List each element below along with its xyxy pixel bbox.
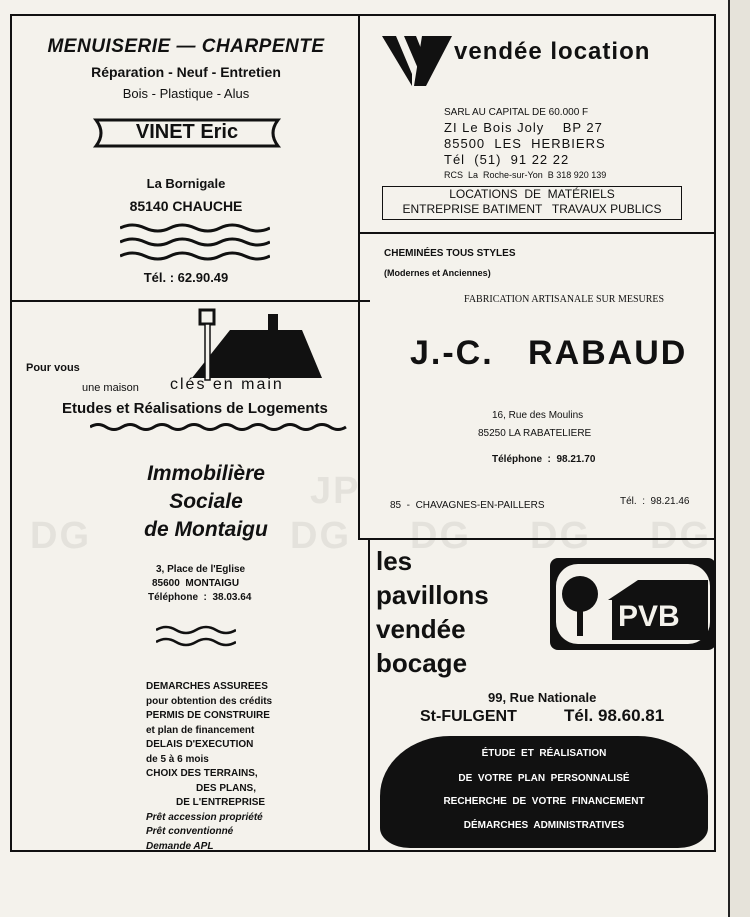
vl-city: 85500 LES HERBIERS [444, 136, 606, 151]
ad-pvb [368, 538, 716, 852]
immo-name-3: de Montaigu [144, 518, 268, 541]
pvb-logo-inner [556, 564, 710, 644]
rabaud-name: J.-C. RABAUD [410, 334, 688, 372]
pvb-line-1: les [376, 546, 413, 576]
vinet-name-banner [92, 116, 282, 150]
pvb-banner-1: ÉTUDE ET RÉALISATION [481, 748, 607, 759]
rabaud-title: CHEMINÉES TOUS STYLES [384, 248, 516, 259]
vl-services-line1: LOCATIONS DE MATÉRIELS [449, 187, 615, 201]
ad-vendee-location [358, 14, 716, 234]
vinet-services: Réparation - Neuf - Entretien [91, 64, 281, 80]
vl-zone: ZI Le Bois Joly BP 27 [444, 120, 603, 135]
ad-vinet [10, 14, 360, 302]
vl-phone: Tél (51) 91 22 22 [444, 152, 570, 167]
pvb-line-3: vendée [376, 614, 466, 644]
rabaud-subtitle: (Modernes et Anciennes) [384, 268, 491, 278]
watermark-dg-2: DG [410, 515, 471, 557]
immo-line: une maison [82, 382, 139, 394]
watermark-dg-5: DG [290, 515, 351, 557]
rabaud-branch: 85 - CHAVAGNES-EN-PAILLERS [390, 500, 545, 511]
immo-city: 85600 MONTAIGU [152, 578, 240, 589]
vinet-name: VINET Eric [135, 121, 239, 143]
vl-brand: vendée location [454, 38, 651, 65]
pvb-banner-4: DÉMARCHES ADMINISTRATIVES [463, 820, 625, 831]
rabaud-craft: FABRICATION ARTISANALE SUR MESURES [464, 294, 665, 305]
immo-keys: clés en main [170, 376, 284, 393]
immo-service-10: Prêt accession propriété [146, 811, 263, 823]
ad-immobiliere [10, 300, 370, 852]
immo-studies: Etudes et Réalisations de Logements [62, 400, 328, 417]
vinet-place: La Bornigale [146, 176, 226, 191]
pvb-logo [550, 558, 716, 650]
vinet-city: 85140 CHAUCHE [129, 198, 243, 214]
immo-service-9: DE L'ENTREPRISE [176, 797, 266, 808]
watermark-dg-4: DG [650, 515, 711, 557]
immo-name-2: Sociale [169, 490, 243, 513]
house-keys-icon [172, 308, 322, 386]
pvb-phone: Tél. 98.60.81 [564, 706, 665, 725]
immo-service-1: DEMARCHES ASSUREES [146, 681, 268, 692]
pvb-street: 99, Rue Nationale [488, 690, 597, 705]
immo-service-4: et plan de financement [146, 724, 255, 736]
vl-rcs: RCS La Roche-sur-Yon B 318 920 139 [444, 170, 607, 180]
pvb-services-banner [380, 736, 708, 848]
vl-services-line2: ENTREPRISE BATIMENT TRAVAUX PUBLICS [402, 202, 662, 216]
immo-service-6: de 5 à 6 mois [146, 753, 209, 765]
pvb-logo-text: PVB [618, 600, 680, 633]
rabaud-phone: Téléphone : 98.21.70 [492, 454, 596, 465]
immo-service-5: DELAIS D'EXECUTION [146, 739, 254, 750]
pvb-banner-3: RECHERCHE DE VOTRE FINANCEMENT [443, 796, 645, 807]
pvb-city: St-FULGENT [420, 708, 517, 725]
pvb-line-2: pavillons [376, 580, 489, 610]
immo-phone: Téléphone : 38.03.64 [148, 592, 252, 603]
page-spine [728, 0, 750, 917]
vl-services-box [382, 186, 682, 220]
small-waves-icon [156, 624, 236, 648]
wave-divider-icon [90, 422, 350, 432]
immo-service-7: CHOIX DES TERRAINS, [146, 768, 258, 779]
immo-service-2: pour obtention des crédits [146, 695, 273, 707]
immo-services [146, 680, 272, 852]
ad-rabaud [358, 232, 716, 540]
rabaud-city: 85250 LA RABATELIERE [478, 428, 592, 439]
immo-intro: Pour vous [26, 362, 80, 374]
pvb-line-4: bocage [376, 648, 468, 678]
immo-address: 3, Place de l'Eglise [156, 564, 246, 575]
immo-service-8: DES PLANS, [196, 782, 257, 794]
vl-logo-icon [382, 36, 452, 86]
watermark-dg-3: DG [530, 515, 591, 557]
immo-service-11: Prêt conventionné [146, 826, 234, 837]
vinet-header: MENUISERIE — CHARPENTE [47, 36, 325, 57]
vl-capital: SARL AU CAPITAL DE 60.000 F [444, 107, 589, 118]
rabaud-branch-phone: Tél. : 98.21.46 [620, 496, 690, 507]
vinet-materials: Bois - Plastique - Alus [122, 86, 250, 101]
watermark-dg-1: DG [30, 515, 91, 557]
pvb-banner-2: DE VOTRE PLAN PERSONNALISÉ [458, 773, 630, 784]
immo-service-12: Demande APL [146, 840, 214, 852]
rabaud-street: 16, Rue des Moulins [492, 410, 584, 421]
watermark-jp-1: JP [310, 470, 361, 512]
immo-name-1: Immobilière [147, 462, 265, 485]
waves-icon [120, 222, 270, 266]
vinet-phone: Tél. : 62.90.49 [143, 270, 229, 285]
immo-service-3: PERMIS DE CONSTRUIRE [146, 710, 270, 721]
